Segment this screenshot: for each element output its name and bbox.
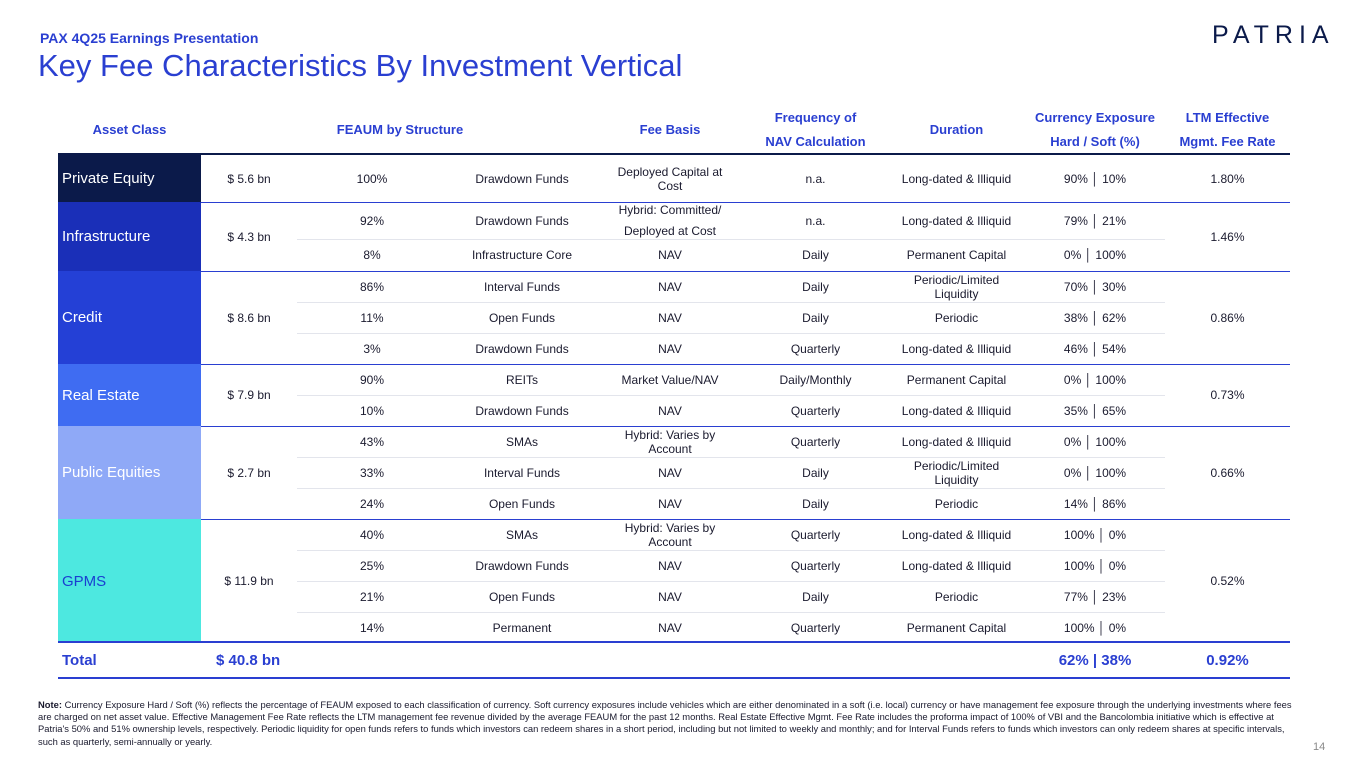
- fee-basis: NAV: [658, 248, 682, 262]
- duration: Permanent Capital: [906, 248, 1007, 262]
- fee-basis: NAV: [658, 403, 682, 418]
- duration: Permanent Capital: [906, 620, 1007, 635]
- currency-exposure: 0% │ 100%: [1063, 434, 1127, 449]
- footnote-label: Note:: [38, 699, 62, 710]
- fund-structure: Open Funds: [488, 589, 556, 604]
- asset-class-private-equity: Private Equity: [58, 155, 201, 202]
- nav-frequency: Daily: [802, 310, 829, 325]
- effective-fee-rate: 0.66%: [1210, 465, 1245, 480]
- col-fee-basis: Fee Basis: [639, 122, 701, 137]
- fee-basis: Deployed Capital at Cost: [617, 164, 723, 193]
- duration: Long-dated & Illiquid: [901, 558, 1012, 573]
- duration: Long-dated & Illiquid: [901, 434, 1012, 449]
- feaum-total: $ 2.7 bn: [227, 465, 271, 480]
- presentation-title: PAX 4Q25 Earnings Presentation: [40, 30, 259, 46]
- fund-structure: Drawdown Funds: [475, 341, 569, 356]
- nav-frequency: Quarterly: [790, 341, 841, 356]
- fee-basis: Market Value/NAV: [621, 372, 719, 387]
- nav-frequency: Daily: [802, 248, 829, 262]
- feaum-total: $ 8.6 bn: [227, 310, 271, 325]
- fee-basis: NAV: [658, 589, 682, 604]
- nav-frequency: Quarterly: [790, 527, 841, 542]
- fund-structure: Interval Funds: [483, 465, 561, 480]
- duration: Long-dated & Illiquid: [901, 403, 1012, 418]
- fee-basis: Hybrid: Varies by Account: [624, 427, 716, 456]
- effective-fee-rate: 1.80%: [1210, 171, 1245, 186]
- duration: Long-dated & Illiquid: [901, 171, 1012, 186]
- currency-exposure: 100% │ 0%: [1063, 558, 1127, 573]
- fund-structure: SMAs: [505, 434, 538, 449]
- fee-basis: Hybrid: Varies by Account: [624, 520, 716, 549]
- asset-class-infrastructure: Infrastructure: [58, 202, 201, 271]
- fund-structure: Open Funds: [488, 496, 556, 511]
- duration: Periodic: [934, 496, 979, 511]
- fund-structure: Drawdown Funds: [475, 213, 569, 228]
- fund-structure: SMAs: [505, 527, 538, 542]
- structure-pct: 33%: [359, 465, 385, 480]
- asset-class-public-equities: Public Equities: [58, 426, 201, 519]
- effective-fee-rate: 0.52%: [1210, 574, 1245, 588]
- structure-pct: 8%: [363, 248, 381, 262]
- col-duration: Duration: [929, 122, 984, 137]
- structure-pct: 43%: [359, 434, 385, 449]
- col-currency-line1: Currency Exposure: [1035, 110, 1155, 125]
- duration: Periodic: [934, 310, 979, 325]
- duration: Long-dated & Illiquid: [901, 341, 1012, 356]
- col-feaum: FEAUM by Structure: [336, 122, 464, 137]
- fee-basis: NAV: [658, 558, 682, 573]
- currency-exposure: 77% │ 23%: [1063, 589, 1127, 604]
- currency-exposure: 79% │ 21%: [1063, 213, 1127, 228]
- fee-basis: NAV: [658, 310, 682, 325]
- asset-class-gpms: GPMS: [58, 519, 201, 643]
- fee-basis: NAV: [658, 496, 682, 511]
- nav-frequency: Quarterly: [790, 620, 841, 635]
- total-eff-rate: 0.92%: [1206, 651, 1249, 669]
- fund-structure: Drawdown Funds: [475, 558, 569, 573]
- footnote-text: Currency Exposure Hard / Soft (%) reflects the percentage of FEAUM exposed to each classification of currency. Soft currency exposures include vehicles which are either denominated in a soft (i.e. local) currency or have management fee exposure through the underlying investments where fees are charged on net asset value. Effective Management Fee Rate reflects the LTM management fee revenue divided by the average FEAUM for the past 12 months. Real Estate Effective Mgmt. Fee Rate includes the proforma impact of 100% of VBI and the Bancolombia initiative which is effective at Patria's 50% and 51% ownership levels, respectively. Periodic liquidity for open funds refers to funds which investors can redeem shares in a short period, including but not limited to weekly and monthly; and for Interval Funds refers to funds which investors can only redeem shares at specific intervals, such as quarterly, semi-annually or yearly.: [38, 699, 1292, 747]
- fund-structure: Drawdown Funds: [475, 171, 569, 186]
- effective-fee-rate: 0.73%: [1210, 388, 1245, 402]
- col-ltm-line1: LTM Effective: [1185, 110, 1270, 125]
- fund-structure: Permanent: [492, 620, 552, 635]
- nav-frequency: Quarterly: [790, 434, 841, 449]
- total-label: Total: [62, 651, 97, 669]
- feaum-total: $ 4.3 bn: [227, 229, 271, 244]
- feaum-total: $ 5.6 bn: [227, 171, 271, 186]
- nav-frequency: Daily: [802, 465, 829, 480]
- currency-exposure: 46% │ 54%: [1063, 341, 1127, 356]
- structure-pct: 25%: [359, 558, 385, 573]
- nav-frequency: Daily: [802, 589, 829, 604]
- page-title: Key Fee Characteristics By Investment Vertical: [38, 48, 683, 83]
- nav-frequency: Daily: [802, 279, 829, 294]
- feaum-total: $ 11.9 bn: [224, 574, 274, 588]
- duration: Periodic/Limited Liquidity: [913, 272, 1000, 301]
- structure-pct: 21%: [359, 589, 385, 604]
- duration: Periodic/Limited Liquidity: [913, 458, 1000, 487]
- fund-structure: Open Funds: [488, 310, 556, 325]
- structure-pct: 100%: [356, 171, 388, 186]
- structure-pct: 92%: [359, 213, 385, 228]
- footnote: [38, 699, 1300, 748]
- duration: Long-dated & Illiquid: [901, 527, 1012, 542]
- structure-pct: 40%: [359, 527, 385, 542]
- currency-exposure: 0% │ 100%: [1063, 248, 1127, 262]
- currency-exposure: 14% │ 86%: [1063, 496, 1127, 511]
- asset-class-credit: Credit: [58, 271, 201, 364]
- fee-basis: NAV: [658, 279, 682, 294]
- currency-exposure: 100% │ 0%: [1063, 620, 1127, 635]
- nav-frequency: Quarterly: [790, 403, 841, 418]
- nav-frequency: Daily/Monthly: [779, 372, 852, 387]
- col-asset-class: Asset Class: [92, 122, 167, 137]
- currency-exposure: 0% │ 100%: [1063, 465, 1127, 480]
- col-currency-line2: Hard / Soft (%): [1050, 134, 1140, 149]
- fee-basis: NAV: [658, 341, 682, 356]
- effective-fee-rate: 0.86%: [1210, 310, 1245, 325]
- feaum-total: $ 7.9 bn: [227, 388, 271, 402]
- structure-pct: 86%: [359, 279, 385, 294]
- structure-pct: 11%: [360, 310, 384, 325]
- nav-frequency: n.a.: [805, 213, 826, 228]
- currency-exposure: 100% │ 0%: [1063, 527, 1127, 542]
- total-divider-bottom: [58, 677, 1290, 679]
- currency-exposure: 38% │ 62%: [1063, 310, 1127, 325]
- patria-logo: PATRIA: [1212, 21, 1335, 49]
- structure-pct: 3%: [363, 341, 381, 356]
- currency-exposure: 0% │ 100%: [1063, 372, 1127, 387]
- fee-basis: NAV: [658, 620, 682, 635]
- col-ltm-line2: Mgmt. Fee Rate: [1179, 134, 1276, 149]
- nav-frequency: n.a.: [805, 171, 826, 186]
- fee-basis: NAV: [658, 465, 682, 480]
- structure-pct: 10%: [359, 403, 385, 418]
- fee-basis: Hybrid: Committed/ Deployed at Cost: [618, 202, 722, 238]
- duration: Permanent Capital: [906, 372, 1007, 387]
- total-feaum: $ 40.8 bn: [216, 651, 281, 669]
- duration: Periodic: [934, 589, 979, 604]
- currency-exposure: 35% │ 65%: [1063, 403, 1127, 418]
- currency-exposure: 70% │ 30%: [1063, 279, 1127, 294]
- fund-structure: Infrastructure Core: [471, 248, 573, 262]
- structure-pct: 14%: [359, 620, 385, 635]
- nav-frequency: Quarterly: [790, 558, 841, 573]
- page-number: 14: [1313, 741, 1326, 753]
- structure-pct: 90%: [359, 372, 385, 387]
- asset-class-real-estate: Real Estate: [58, 364, 201, 426]
- effective-fee-rate: 1.46%: [1210, 229, 1245, 244]
- fund-structure: REITs: [505, 372, 538, 387]
- col-frequency-line1: Frequency of: [774, 110, 857, 125]
- total-currency: 62% | 38%: [1058, 651, 1132, 669]
- fund-structure: Interval Funds: [483, 279, 561, 294]
- structure-pct: 24%: [359, 496, 385, 511]
- nav-frequency: Daily: [802, 496, 829, 511]
- currency-exposure: 90% │ 10%: [1063, 171, 1127, 186]
- col-frequency-line2: NAV Calculation: [765, 134, 866, 149]
- fund-structure: Drawdown Funds: [475, 403, 569, 418]
- duration: Long-dated & Illiquid: [901, 213, 1012, 228]
